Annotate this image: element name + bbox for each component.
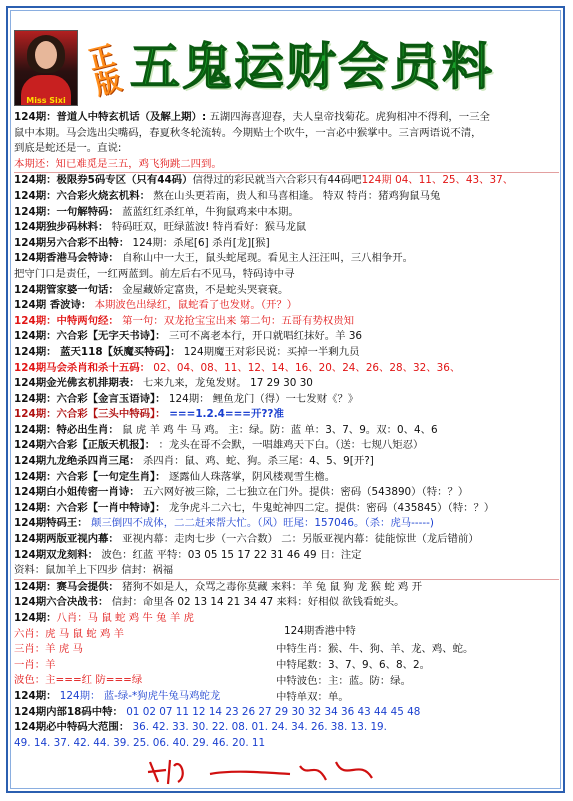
line-text: 一肖：羊 <box>14 658 56 671</box>
line-text: 02、04、08、11、12、14、16、20、24、26、28、32、36、 <box>150 361 461 374</box>
line-10 <box>14 251 559 267</box>
line-text: 124期独步码林料： <box>14 221 109 234</box>
line-20 <box>14 407 559 423</box>
handwritten-signature <box>140 752 400 788</box>
line-text: 124期：杀尾[6] 杀肖[龙][猴] <box>129 236 270 249</box>
line-text: 49. 14. 37. 42. 44. 39. 25. 06. 40. 29. 46. 20. 11 <box>14 736 266 749</box>
line-text: 杀四肖：鼠、鸡、蛇、狗。杀三尾：4、5、9[开?] <box>139 455 374 468</box>
line-text: 124期：一句解特码： <box>14 205 119 218</box>
line-28 <box>14 532 559 548</box>
line-text: 124期马会杀肖和杀十五码： <box>14 361 150 374</box>
hk-special-row: 中特单双：单。 <box>276 691 349 703</box>
line-text: 124期：普道人中特玄机话（及解上期）: <box>14 111 207 123</box>
line-text: 124期：六合彩火烧玄机料： <box>14 189 150 202</box>
line-text: 124期： 蓝-绿-*狗虎牛兔马鸡蛇龙 <box>56 689 221 702</box>
line-text: 资料：鼠加羊上下四步 信封：祸福 <box>14 564 174 577</box>
line-text: 信封：命里各 02 13 14 21 34 47 来料：好相似 欲钱看蛇头。 <box>108 596 405 609</box>
line-19 <box>14 392 559 408</box>
hk-special-row: 中特尾数：3、7、9、6、8、2。 <box>276 659 430 671</box>
line-29 <box>14 548 559 564</box>
line-text: 124期金光佛玄机排期表： <box>14 377 140 390</box>
line-text: ：龙头在哥不会默，一唱雄鸡天下白。（送：七规八矩忍） <box>155 439 424 452</box>
line-7 <box>14 205 559 221</box>
line-text: 自称山中一大王，鼠头蛇尾现。看见主人汪汪叫，三八相争开。 <box>118 252 414 265</box>
line-11 <box>14 267 559 283</box>
line-text: 124期：赛马会提供： <box>14 580 119 593</box>
line-14 <box>14 314 559 330</box>
line-text: 124期双龙刻料： <box>14 548 99 561</box>
line-21 <box>14 423 559 439</box>
line-text: 到底是蛇还是一。直说: <box>14 142 122 155</box>
page-title: 五鬼运财会员料 <box>130 38 494 96</box>
line-text: 六肖：虎 马 鼠 蛇 鸡 羊 <box>14 627 125 640</box>
line-text: 信得过的彩民就当六合彩只有44码吧 <box>192 174 362 187</box>
line-text: 124期：特必出生肖： <box>14 423 119 436</box>
photo-caption: Miss Sixi <box>26 96 66 105</box>
line-text: 第一句：双龙抢宝宝出来 第二句：五哥有势权贵知 <box>118 314 355 327</box>
line-text: 124期：六合彩【金言玉语诗】： <box>14 392 166 405</box>
line-text: 金屋藏娇定富贵，不是蛇头哭衰衰。 <box>118 283 289 296</box>
line-text: 124期：六合彩【三头中特码】： <box>14 408 166 421</box>
line-31 <box>14 580 559 596</box>
line-text: 124期魔王对彩民说：买掉一半剩九员 <box>180 345 360 358</box>
line-30 <box>14 563 559 579</box>
line-text: 124期： 鲤鱼龙门（得）一七发财《？》 <box>165 392 359 405</box>
line-17 <box>14 361 559 377</box>
line-text: 鼠中本期。马会选出尖嘴码，春夏秋冬轮流转。今期贴士个吹牛，一言必中猴掌中。三言两语说不清， <box>14 126 482 139</box>
line-text: 蓝蓝红红杀红单，牛狗鼠鸡来中本期。 <box>118 205 299 218</box>
line-40 <box>14 720 559 736</box>
line-text: 124期内部18码中特： <box>14 705 123 718</box>
line-text: 把守门口是责任，一红两蓝到。前左后右不见马，特码诗中寻 <box>14 267 295 280</box>
portrait-photo <box>14 30 78 106</box>
line-text: 本期还：知已难觅是三五，鸡飞狗跳二四到。 <box>14 157 222 170</box>
line-15 <box>14 329 559 345</box>
line-text: 鼠 虎 羊 鸡 牛 马 鸡。 主：绿。防：蓝 单：3、7、9。双：0、4、6 <box>118 423 438 436</box>
line-18 <box>14 376 559 392</box>
line-3 <box>14 141 559 157</box>
line-text: 本期波色出绿红，鼠蛇看了也发财。（开？） <box>91 299 298 312</box>
line-26 <box>14 501 559 517</box>
line-text: 124期：六合彩【一句定生肖】： <box>14 470 166 483</box>
line-text: 124期：中特两句经： <box>14 314 119 327</box>
line-22 <box>14 438 559 454</box>
line-32 <box>14 595 559 611</box>
line-text: 36. 42. 33. 30. 22. 08. 01. 24. 34. 26. 38. 13. 19. <box>129 721 387 734</box>
line-text: 逐露仙人珠落掌，阴风楼观雪生檐。 <box>165 470 336 483</box>
line-text: 124期白小姐传密一肖诗： <box>14 486 140 499</box>
line-text: 01 02 07 11 12 14 23 26 27 29 30 32 34 36 43 44 45 48 <box>122 705 421 718</box>
line-27 <box>14 516 559 532</box>
line-text: 三可不离老本行，开口就唱红抹好。羊 36 <box>165 330 363 343</box>
line-text: 124期： <box>14 612 57 624</box>
line-24 <box>14 470 559 486</box>
line-text: 124期必中特码大范围： <box>14 721 130 734</box>
line-text: 124期：六合彩【一肖中特诗】： <box>14 501 166 514</box>
line-text: 124期 香波诗： <box>14 299 92 312</box>
line-text: 七来九来，龙兔发财。 17 29 30 30 <box>139 377 313 390</box>
zheng-badge: 正版 <box>85 40 125 102</box>
line-8 <box>14 220 559 236</box>
line-text: 124期：极限券5码专区（只有44码） <box>14 174 193 187</box>
line-13 <box>14 298 559 314</box>
line-text: 五六网好被三除，二七独立在门外。提供：密码（543890）（特：？） <box>139 486 469 499</box>
line-text: 五湖四海喜迎春，夫人皇帝找菊花。虎狗相冲不得利，一三全 <box>206 111 490 123</box>
line-12 <box>14 283 559 299</box>
hk-special-row: 中特生肖：猴、牛、狗、羊、龙、鸡、蛇。 <box>276 643 474 655</box>
line-text: 龙争虎斗二六七，牛鬼蛇神四二定。提供：密码（435845）（特：？） <box>165 501 495 514</box>
line-text: 猪狗不如是人，众骂之毒你莫藏 来料：羊 兔 鼠 狗 龙 猴 蛇 鸡 开 <box>118 580 423 593</box>
line-41 <box>14 736 559 752</box>
line-39 <box>14 705 559 721</box>
line-text: 波色：红蓝 平特：03 05 15 17 22 31 46 49 日：注定 <box>98 548 362 561</box>
line-text: 124期管家婆一句话： <box>14 283 119 296</box>
line-1 <box>14 110 559 126</box>
line-text: 特码旺双，旺绿蓝波! 特肖看好：猴马龙鼠 <box>108 221 307 234</box>
line-23 <box>14 454 559 470</box>
line-5 <box>14 173 559 189</box>
hk-special-row: 中特波色：主：蓝。防：绿。 <box>276 675 412 687</box>
line-text: 124期： 蓝天118【妖魔买特码】： <box>14 345 181 358</box>
line-text: 124期：六合彩【无字天书诗】： <box>14 330 166 343</box>
line-text: 124期 04、11、25、43、37、 <box>361 174 514 187</box>
hk-special-title: 124期香港中特 <box>284 625 356 637</box>
line-text: 124期另六合彩不出特： <box>14 236 130 249</box>
line-text: 亚视内幕：走肉七步（一六合数） 二：另版亚视内幕：徒能惊世（龙后错前） <box>118 533 479 546</box>
line-text: 124期香港马会特诗： <box>14 252 119 265</box>
line-text: ===1.2.4===开??准 <box>165 408 284 421</box>
line-6 <box>14 189 559 205</box>
line-9 <box>14 236 559 252</box>
line-2 <box>14 126 559 142</box>
line-4 <box>14 157 559 173</box>
line-text: 波色：主===红 防===绿 <box>14 674 143 687</box>
line-text: 三肖：羊 虎 马 <box>14 643 83 656</box>
line-text: 124期特码王： <box>14 517 88 530</box>
line-text: 颠三倒四不成体，二二赶来帮大忙。（风）旺尾：157046。 <box>87 517 365 530</box>
line-text: 124期六合彩【正版天机报】： <box>14 439 156 452</box>
line-16 <box>14 345 559 361</box>
line-text: 124期九龙绝杀四肖三尾： <box>14 455 140 468</box>
line-text: 124期六合决战书： <box>14 596 109 609</box>
line-text: 熬在山头更若南，贵人和马喜相逢。 特双 特肖：猪鸡狗鼠马兔 <box>150 189 441 202</box>
line-text: 124期两版亚视内幕： <box>14 533 119 546</box>
line-text: 124期： <box>14 689 57 702</box>
line-25 <box>14 485 559 501</box>
line-text: （杀：虎马-----) <box>364 517 434 530</box>
line-text: 八肖：马 鼠 蛇 鸡 牛 兔 羊 虎 <box>56 612 194 624</box>
